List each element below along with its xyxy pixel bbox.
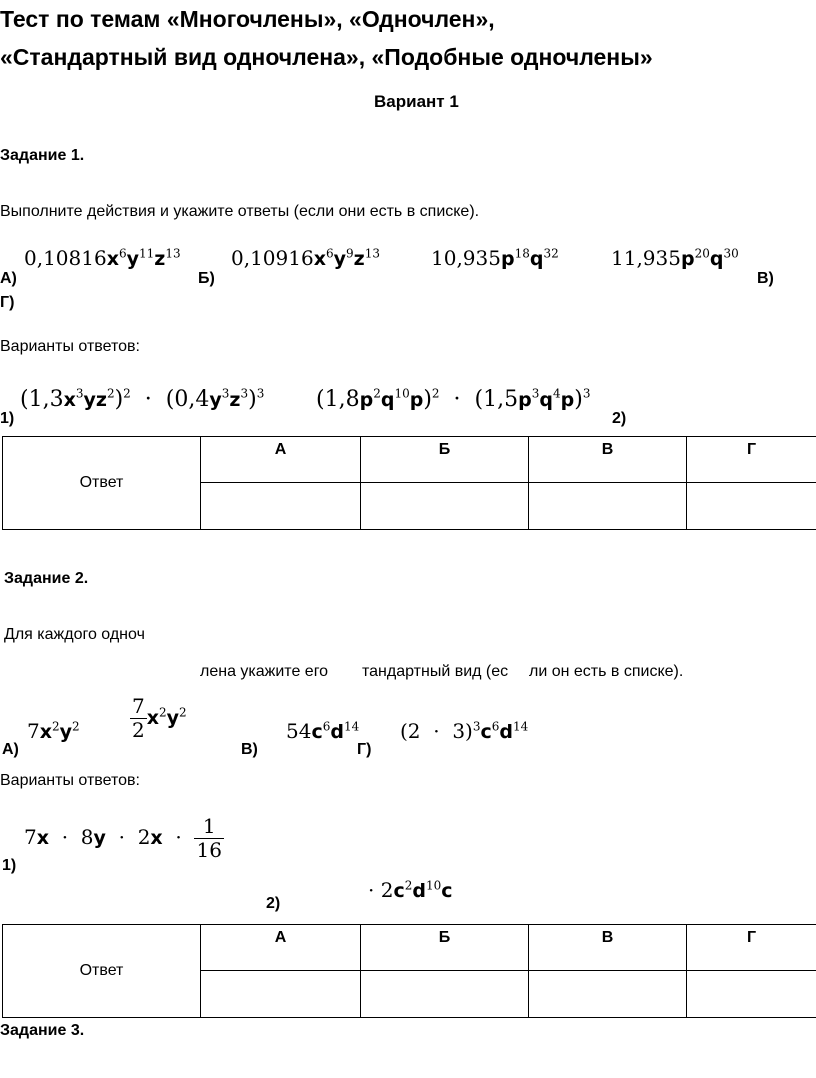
task1-expression-2: $(1,8p^2q^{10}p)^2 \cdot (1,5p^3q^4p)^3$: [316, 386, 591, 412]
task1-expression-2-label: 2): [612, 410, 627, 427]
task2-monomial-a: $7x^2y^2$: [27, 719, 80, 743]
task2-instruction-part3: тандартный вид (ес: [362, 663, 509, 680]
variant-heading: Вариант 1: [374, 92, 459, 111]
task1-label-v: В): [757, 270, 774, 287]
task2-expression-1-label: 1): [2, 857, 17, 874]
task1-expression-1: $(1,3x^3yz^2)^2 \cdot (0,4y^3z^3)^3$: [20, 386, 265, 412]
page-title-line-1: Тест по темам «Многочлены», «Одночлен»,: [0, 6, 495, 32]
task1-answer-v: $10,935p^{18}q^{32}$: [431, 246, 559, 270]
task2-monomial-b: $\frac{7}{2}$ $x^2y^2$: [132, 694, 187, 742]
task2-monomial-g: $(2 \cdot 3)^3c^6d^{14}$: [400, 719, 529, 743]
task1-answer-row-label: Ответ: [3, 437, 201, 530]
task1-answer-table: [2, 436, 816, 530]
task1-heading: Задание 1.: [0, 147, 85, 164]
task2-col-a: А: [201, 925, 361, 971]
task1-options-heading: Варианты ответов:: [0, 338, 140, 355]
task2-answer-row-label: Ответ: [3, 925, 201, 1018]
task1-col-g: Г: [687, 437, 816, 483]
task2-monomial-v: $54c^6d^{14}$: [286, 719, 360, 743]
task2-options-heading: Варианты ответов:: [0, 772, 140, 789]
task2-col-b: Б: [361, 925, 529, 971]
task2-answer-cell-b[interactable]: [361, 971, 529, 1018]
task1-label-b: Б): [198, 270, 215, 287]
task1-col-b: Б: [361, 437, 529, 483]
task2-label-a: А): [2, 741, 19, 758]
task2-instruction-part2: лена укажите его: [200, 663, 329, 680]
task3-heading: Задание 3.: [0, 1022, 85, 1039]
task2-label-v: В): [241, 741, 258, 758]
task2-answer-table: [2, 924, 816, 1018]
task1-answer-cell-v[interactable]: [529, 483, 687, 530]
task1-answer-cell-g[interactable]: [687, 483, 816, 530]
task2-instruction-part1: Для каждого одноч: [4, 626, 145, 643]
task2-col-g: Г: [687, 925, 816, 971]
task1-answer-g: $11,935p^{20}q^{30}$: [611, 246, 739, 270]
task1-expression-1-label: 1): [0, 410, 15, 427]
task1-answer-cell-a[interactable]: [201, 483, 361, 530]
task2-expression-2: · $2c^2d^{10}c$: [368, 878, 453, 902]
task1-col-v: В: [529, 437, 687, 483]
task2-col-v: В: [529, 925, 687, 971]
task1-answer-cell-b[interactable]: [361, 483, 529, 530]
task2-expression-1: 7x · 8y · 2x · $\frac{1}{16}$: [24, 814, 222, 862]
task2-heading: Задание 2.: [4, 570, 89, 587]
task2-label-g: Г): [357, 741, 372, 758]
task2-expression-2-label: 2): [266, 895, 281, 912]
task1-answer-b: $0,10916x^6y^9z^{13}$: [231, 246, 380, 270]
task1-instruction: Выполните действия и укажите ответы (если они есть в списке).: [0, 203, 480, 220]
task1-answer-a: $0,10816x^6y^{11}z^{13}$: [24, 246, 181, 270]
task2-answer-cell-a[interactable]: [201, 971, 361, 1018]
task2-instruction-part4: ли он есть в списке).: [529, 663, 684, 680]
task1-label-g: Г): [0, 294, 15, 311]
task1-label-a: А): [0, 270, 17, 287]
task1-col-a: А: [201, 437, 361, 483]
page-title-line-2: «Стандартный вид одночлена», «Подобные одночлены»: [0, 44, 653, 70]
task2-answer-cell-v[interactable]: [529, 971, 687, 1018]
task2-answer-cell-g[interactable]: [687, 971, 816, 1018]
